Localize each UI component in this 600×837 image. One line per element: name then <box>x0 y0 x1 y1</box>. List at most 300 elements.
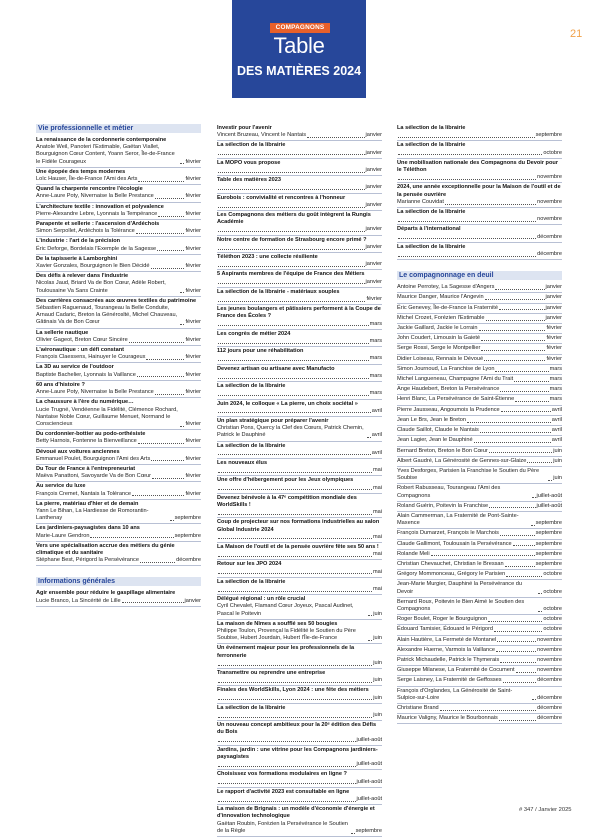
leader-dots <box>122 602 184 603</box>
entry-meta-line <box>397 637 562 644</box>
entry-month: février <box>185 438 201 445</box>
entry-meta-line <box>397 561 562 568</box>
entry-month: mai <box>372 509 382 516</box>
entry-meta-line <box>397 417 562 424</box>
entry-author: Alain Cammerman, La Fraternité de Pont-Sainte-Maxence <box>397 512 519 527</box>
leader-dots <box>218 207 365 208</box>
entry-month: octobre <box>543 588 562 595</box>
entry-month: février <box>185 420 201 427</box>
leader-dots <box>368 640 372 641</box>
leader-dots <box>367 437 371 438</box>
entry-month: février <box>185 228 201 235</box>
entry-meta-line <box>397 485 562 499</box>
entry-title: La 3D au service de l'outdoor <box>36 364 114 371</box>
leader-dots <box>137 376 185 377</box>
list-deuil <box>397 283 562 724</box>
leader-dots <box>180 292 184 293</box>
leader-dots <box>218 154 365 155</box>
toc-entry <box>36 168 201 185</box>
entry-author: Betty Harnois, Fontenne la Bienveillance <box>36 438 137 445</box>
entry-month: décembre <box>537 704 562 711</box>
entry-author: Xavier Gonzales, Bourguignon le Bien Décidé <box>36 263 150 270</box>
toc-entry <box>217 211 382 236</box>
entry-meta-line <box>397 647 562 654</box>
toc-entry <box>397 646 562 656</box>
entry-author: Jean Lagier, Jean le Dauphiné <box>397 437 473 444</box>
entry-month: septembre <box>535 520 562 527</box>
leader-dots <box>445 204 536 205</box>
entry-author: Ange Haudebert, Breton la Persévérance <box>397 386 500 393</box>
entry-title: Agir ensemble pour réduire le gaspillage alimentaire <box>36 590 176 597</box>
entry-title: La sélection de la librairie <box>397 125 466 131</box>
leader-dots <box>474 442 551 443</box>
entry-meta-line <box>397 581 562 595</box>
page-title: Table <box>273 33 325 58</box>
toc-entry <box>217 644 382 669</box>
toc-entry <box>397 502 562 512</box>
leader-dots <box>506 576 542 577</box>
issue-footer: # 347 / Janvier 2025 <box>519 807 572 813</box>
entry-month: janvier <box>365 243 382 250</box>
entry-author: Albert Gaudré, La Générosité de Gennes-sur-Glaize <box>397 457 527 464</box>
entry-title: La sélection de la librairie <box>217 142 286 149</box>
leader-dots <box>218 766 356 767</box>
entry-month: avril <box>371 449 382 456</box>
leader-dots <box>218 514 372 515</box>
leader-dots <box>180 426 184 427</box>
toc-entry <box>397 426 562 436</box>
entry-meta-line <box>397 513 562 527</box>
entry-meta-line <box>36 456 201 463</box>
entry-author: Robert Rabusseau, Tourangeau l'Ami des Compagnons <box>397 485 501 499</box>
entry-month: juin <box>373 610 382 617</box>
entry-month: mai <box>372 467 382 474</box>
leader-dots <box>351 833 355 834</box>
toc-entry <box>217 417 382 442</box>
toc-entry <box>397 447 562 457</box>
toc-entry <box>397 395 562 405</box>
entry-month: novembre <box>537 198 562 205</box>
entry-month: janvier <box>365 201 382 208</box>
entry-meta-line <box>36 263 201 270</box>
toc-entry <box>397 314 562 324</box>
entry-author: Lucie Branco, La Sincérité de Lille <box>36 597 121 604</box>
entry-title: Une épopée des temps modernes <box>36 168 126 175</box>
toc-entry <box>36 203 201 220</box>
entry-month: avril <box>551 437 562 444</box>
entry-meta-line <box>397 356 562 363</box>
entry-meta-line <box>217 390 382 397</box>
entry-meta-line <box>217 761 382 768</box>
entry-title: 60 ans d'histoire ? <box>36 381 85 388</box>
leader-dots <box>151 268 185 269</box>
toc-entry <box>217 124 382 141</box>
leader-dots <box>158 216 184 217</box>
entry-title: Choisissez vos formations modulaires en ligne ? <box>217 771 347 778</box>
list-informations-generales <box>36 589 201 606</box>
entry-meta-line <box>397 376 562 383</box>
entry-title: Une offre d'hébergement pour les Jeux olympiques <box>217 477 354 484</box>
entry-month: mai <box>372 533 382 540</box>
entry-month: septembre <box>535 560 562 567</box>
section-heading-vie-professionnelle: Vie professionnelle et métier <box>36 124 201 133</box>
entry-meta-line <box>397 616 562 623</box>
toc-entry <box>217 686 382 703</box>
leader-dots <box>218 343 369 344</box>
toc-entry <box>397 560 562 570</box>
entry-title: La sélection de la librairie <box>217 578 286 585</box>
entry-author: Roland Guérin, Poitevin la Franchise <box>397 502 489 509</box>
entry-month: juillet-août <box>356 736 382 743</box>
entry-title: La MOPO vous propose <box>217 159 281 166</box>
entry-month: février <box>185 389 201 396</box>
entry-meta-line <box>397 599 562 613</box>
entry-month: décembre <box>537 233 562 240</box>
entry-month: décembre <box>176 557 201 564</box>
leader-dots <box>499 720 536 721</box>
entry-meta-line <box>397 677 562 684</box>
entry-author: Grégory Mommonceau, Grégory le Parisien <box>397 571 506 578</box>
entry-title: Vers une spécialisation accrue des métiers du génie climatique et du sanitaire <box>36 542 175 556</box>
leader-dots <box>500 391 548 392</box>
entry-author: Roger Boulet, Roger le Bourguignon <box>397 616 488 623</box>
leader-dots <box>484 360 545 361</box>
entry-meta-line <box>397 530 562 537</box>
toc-entry <box>36 430 201 447</box>
toc-entry <box>397 124 562 141</box>
toc-entry <box>397 225 562 242</box>
entry-meta-line <box>217 184 382 191</box>
entry-meta-line <box>36 508 201 522</box>
entry-month: janvier <box>365 278 382 285</box>
entry-month: février <box>185 371 201 378</box>
entry-meta-line <box>217 226 382 233</box>
toc-entry <box>36 363 201 380</box>
toc-entry <box>397 529 562 539</box>
leader-dots <box>307 137 364 138</box>
leader-dots <box>440 710 536 711</box>
leader-dots <box>513 545 535 546</box>
leader-dots <box>218 283 365 284</box>
entry-author: Rolande Meli <box>397 550 430 557</box>
entry-meta-line <box>36 598 201 605</box>
entry-meta-line <box>217 569 382 576</box>
leader-dots <box>548 480 552 481</box>
entry-month: juillet-août <box>356 796 382 803</box>
leader-dots <box>157 250 184 251</box>
toc-entry <box>217 805 382 837</box>
entry-author: John Coudert, Limousin la Gaieté <box>397 335 481 342</box>
entry-title: Les jardiniers-paysagistes dans 10 ans <box>36 525 140 532</box>
entry-author: Philippe Toulon, Provençal la Fidélité le Soutien du Père Soubise, Hubert Jourdain, Hubert l'Île-de-France <box>217 627 356 642</box>
toc-entry <box>397 208 562 225</box>
entry-author: François Claessens, Hainuyer le Courageux <box>36 354 146 361</box>
entry-title: 2024, une année exceptionnelle pour la Maison de l'outil et de la pensée ouvrière <box>397 184 561 198</box>
entry-month: mars <box>369 320 382 327</box>
entry-title: Parapente et sellerie : l'ascension d'Ardéchois <box>36 221 160 228</box>
toc-entry <box>217 236 382 253</box>
entry-author: Yves Desforges, Parisien la Franchise le Soutien du Père Soubise <box>397 467 540 482</box>
entry-month: janvier <box>184 597 201 604</box>
toc-entry <box>36 346 201 363</box>
entry-title: La renaissance de la cordonnerie contemporaine <box>36 137 167 143</box>
leader-dots <box>138 443 185 444</box>
leader-dots <box>495 371 548 372</box>
toc-entry <box>36 524 201 541</box>
leader-dots <box>218 682 372 683</box>
entry-month: décembre <box>537 715 562 722</box>
entry-month: juillet-août <box>356 761 382 768</box>
entry-author: Christian Chevauchet, Christian le Bressan <box>397 560 504 567</box>
entry-title: Retour sur les JPO 2024 <box>217 561 282 568</box>
entry-author: François Cremet, Nantais la Tolérance <box>36 490 132 497</box>
entry-meta-line <box>217 467 382 474</box>
entry-title: Transmettre ou reprendre une entreprise <box>217 670 326 676</box>
entry-month: février <box>185 319 201 326</box>
entry-month: octobre <box>543 149 562 156</box>
entry-month: janvier <box>365 167 382 174</box>
toc-entry <box>217 159 382 176</box>
toc-entry <box>397 159 562 184</box>
entry-title: L'industrie : l'art de la précision <box>36 238 121 245</box>
leader-dots <box>155 394 185 395</box>
toc-entry <box>36 482 201 499</box>
entry-meta-line <box>217 355 382 362</box>
toc-entry <box>217 578 382 595</box>
entry-meta-line <box>217 338 382 345</box>
entry-month: juin <box>373 677 382 684</box>
entry-title: Les congrès de métier 2024 <box>217 330 291 337</box>
entry-author: Claude Gallimont, Toulousain la Persévérance <box>397 540 512 547</box>
toc-entry <box>397 355 562 365</box>
entry-title: Le rapport d'activité 2023 est consultable en ligne <box>217 788 350 795</box>
entry-meta-line <box>397 551 562 558</box>
toc-entry <box>36 542 201 567</box>
entry-month: janvier <box>545 304 562 311</box>
entry-month: juillet-août <box>536 492 562 499</box>
toc-entry <box>217 176 382 193</box>
toc-entry <box>397 243 562 260</box>
toc-entry <box>217 141 382 158</box>
entry-month: février <box>546 335 562 342</box>
entry-meta-line <box>217 244 382 251</box>
leader-dots <box>398 256 536 257</box>
entry-meta-line <box>36 389 201 396</box>
entry-title: 5 Aspirants membres de l'équipe de France des Métiers <box>217 271 365 278</box>
entry-title: La sélection de la librairie <box>217 442 286 449</box>
entry-title: La pierre, matériau d'hier et de demain <box>36 500 139 507</box>
leader-dots <box>431 555 535 556</box>
entry-author: Alexandre Huerne, Varmois la Vaillance <box>397 646 496 653</box>
toc-entry <box>217 442 382 459</box>
entry-title: La maison de Nîmes a soufflé ses 50 bougies <box>217 620 338 627</box>
toc-entry <box>217 365 382 382</box>
entry-title: Table des matières 2023 <box>217 177 281 184</box>
toc-entry <box>217 518 382 543</box>
entry-month: février <box>185 354 201 361</box>
entry-month: décembre <box>537 677 562 684</box>
entry-author: Jean Le Brs, Jean le Breton <box>397 416 467 423</box>
leader-dots <box>170 520 174 521</box>
entry-meta-line <box>217 425 382 439</box>
entry-title: Des défis à relever dans l'industrie <box>36 273 129 280</box>
toc-entry <box>217 494 382 519</box>
entry-author: Cyril Chevalet, Flamand Cœur Joyeux, Pascal Audinet, Pascal le Poitevin <box>217 603 354 617</box>
entry-meta-line <box>36 557 201 564</box>
toc-entry <box>36 500 201 525</box>
page-subtitle: DES MATIÈRES 2024 <box>236 64 362 78</box>
entry-month: février <box>546 345 562 352</box>
entry-month: avril <box>551 427 562 434</box>
entry-month: avril <box>551 416 562 423</box>
entry-author: Christian Pons, Quercy la Clef des Cœurs, Patrick Chemin, Patrick le Dauphiné <box>217 425 364 439</box>
entry-month: septembre <box>535 530 562 537</box>
entry-title: La sélection de la librairie <box>397 142 466 149</box>
leader-dots <box>218 189 365 190</box>
toc-entry <box>217 305 382 330</box>
entry-author: Didier Loiseau, Rennais le Dévoué <box>397 355 484 362</box>
entry-month: février <box>185 158 201 165</box>
entry-month: mars <box>369 355 382 362</box>
entry-title: Délégué régional : un rôle crucial <box>217 596 306 603</box>
entry-author: Michel Langueneau, Champagne l'Ami du Trait <box>397 376 514 383</box>
entry-meta-line <box>397 335 562 342</box>
title-banner <box>232 0 366 98</box>
entry-month: novembre <box>537 636 562 643</box>
entry-month: mars <box>549 365 562 372</box>
toc-entry <box>36 136 201 168</box>
entry-meta-line <box>217 509 382 516</box>
entry-title: La sellerie nautique <box>36 329 89 336</box>
section-heading-deuil: Le compagnonnage en deuil <box>397 271 562 280</box>
entry-meta-line <box>217 551 382 558</box>
entry-meta-line <box>397 657 562 664</box>
leader-dots <box>90 537 173 538</box>
entry-title: La sélection de la librairie <box>217 383 286 390</box>
entry-author: Yann Le Bihan, La Hardiesse de Romorantin-Lanthenay <box>36 507 149 522</box>
entry-month: janvier <box>365 261 382 268</box>
leader-dots <box>481 350 545 351</box>
entry-meta-line <box>397 174 562 181</box>
toc-entry <box>217 400 382 417</box>
entry-meta-line <box>217 779 382 786</box>
entry-month: mars <box>369 338 382 345</box>
entry-month: juillet-août <box>536 502 562 509</box>
entry-author: François d'Orglandes, La Générosité de Saint-Sulpice-sur-Loire <box>397 687 513 701</box>
leader-dots <box>486 320 545 321</box>
entry-month: février <box>185 473 201 480</box>
entry-meta-line <box>217 628 382 642</box>
entry-month: septembre <box>535 550 562 557</box>
toc-entry <box>397 183 562 208</box>
entry-month: septembre <box>355 827 382 834</box>
entry-month: mars <box>369 372 382 379</box>
entry-month: octobre <box>543 616 562 623</box>
leader-dots <box>218 325 369 326</box>
toc-entry <box>397 141 562 158</box>
entry-month: juin <box>553 447 562 454</box>
leader-dots <box>481 340 545 341</box>
entry-author: Emmanuel Poulet, Bourguignon l'Ami des Arts <box>36 455 151 462</box>
column-1 <box>36 124 201 607</box>
entry-author: Édouard Tamisier, Édouard le Périgord <box>397 626 493 633</box>
entry-title: La maison de Brignais : un modèle d'économie d'énergie et d'innovation technologique <box>217 806 375 820</box>
entry-author: Christiane Brand <box>397 704 439 711</box>
leader-dots <box>218 395 369 396</box>
leader-dots <box>151 460 184 461</box>
toc-entry <box>397 344 562 354</box>
entry-meta-line <box>397 448 562 455</box>
toc-entry <box>397 625 562 635</box>
leader-dots <box>218 301 365 302</box>
entry-meta-line <box>36 473 201 480</box>
toc-entry <box>36 398 201 430</box>
column-2 <box>217 124 382 837</box>
entry-meta-line <box>217 712 382 719</box>
leader-dots <box>398 154 542 155</box>
entry-meta-line <box>397 386 562 393</box>
entry-meta-line <box>397 396 562 403</box>
entry-meta-line <box>217 150 382 157</box>
entry-author: Éric Genevey, Île-de-France la Fraternité <box>397 304 498 311</box>
entry-meta-line <box>217 660 382 667</box>
entry-author: Henri Blanc, La Persévérance de Saint-Étienne <box>397 396 515 403</box>
entry-author: Nicolas Jaud, Briard Va de Bon Cœur, Adèle Robert, Toulousaine Va Sans Crainte <box>36 280 166 294</box>
leader-dots <box>489 507 535 508</box>
leader-dots <box>514 381 548 382</box>
toc-entry <box>36 255 201 272</box>
entry-month: mai <box>372 568 382 575</box>
entry-author: Loïc Hauser, Île-de-France l'Ami des Arts <box>36 176 138 183</box>
entry-author: Antoine Perrotey, La Sagesse d'Angers <box>397 284 495 291</box>
entry-meta-line <box>397 571 562 578</box>
entry-meta-line <box>217 485 382 492</box>
toc-entry <box>397 580 562 597</box>
entry-month: février <box>185 336 201 343</box>
leader-dots <box>218 665 372 666</box>
leader-dots <box>398 179 536 180</box>
entry-month: mars <box>369 390 382 397</box>
entry-title: Devenez bénévole à la 47ᵉ compétition mondiale des WorldSkills ! <box>217 494 357 508</box>
leader-dots <box>218 266 365 267</box>
leader-dots <box>467 422 551 423</box>
leader-dots <box>140 562 175 563</box>
entry-month: septembre <box>174 515 201 522</box>
toc-entry <box>36 381 201 398</box>
entry-month: juin <box>553 475 562 482</box>
leader-dots <box>152 478 185 479</box>
entry-meta-line <box>397 284 562 291</box>
entry-month: février <box>546 355 562 362</box>
entry-author: Sébastien Raguenaud, Tourangeau la Belle Conduite, Arnaud Cadaric, Breton la Généroslté, Michel Chauveau, Gâtinais Va de Bon Cœur <box>36 305 178 326</box>
leader-dots <box>503 682 537 683</box>
toc-entry <box>217 270 382 287</box>
entry-author: Serge Laisney, La Fraternité de Geffosses <box>397 677 502 684</box>
entry-author: Giuseppe Milanese, La Fraternité de Cocument <box>397 667 515 674</box>
entry-meta-line <box>36 533 201 540</box>
entry-meta-line <box>397 132 562 139</box>
leader-dots <box>495 289 544 290</box>
toc-entry <box>397 512 562 529</box>
toc-entry <box>397 598 562 615</box>
entry-author: Olivier Gageot, Breton Cœur Sincère <box>36 336 128 343</box>
entry-month: octobre <box>543 571 562 578</box>
entry-meta-line <box>217 821 382 835</box>
entry-title: La sélection de la librairie <box>397 209 466 216</box>
toc-entry <box>397 615 562 625</box>
entry-title: Dévoué aux voitures anciennes <box>36 448 120 455</box>
entry-author: Pierre-Alexandre Lebre, Lyonnais la Tempérance <box>36 210 158 217</box>
